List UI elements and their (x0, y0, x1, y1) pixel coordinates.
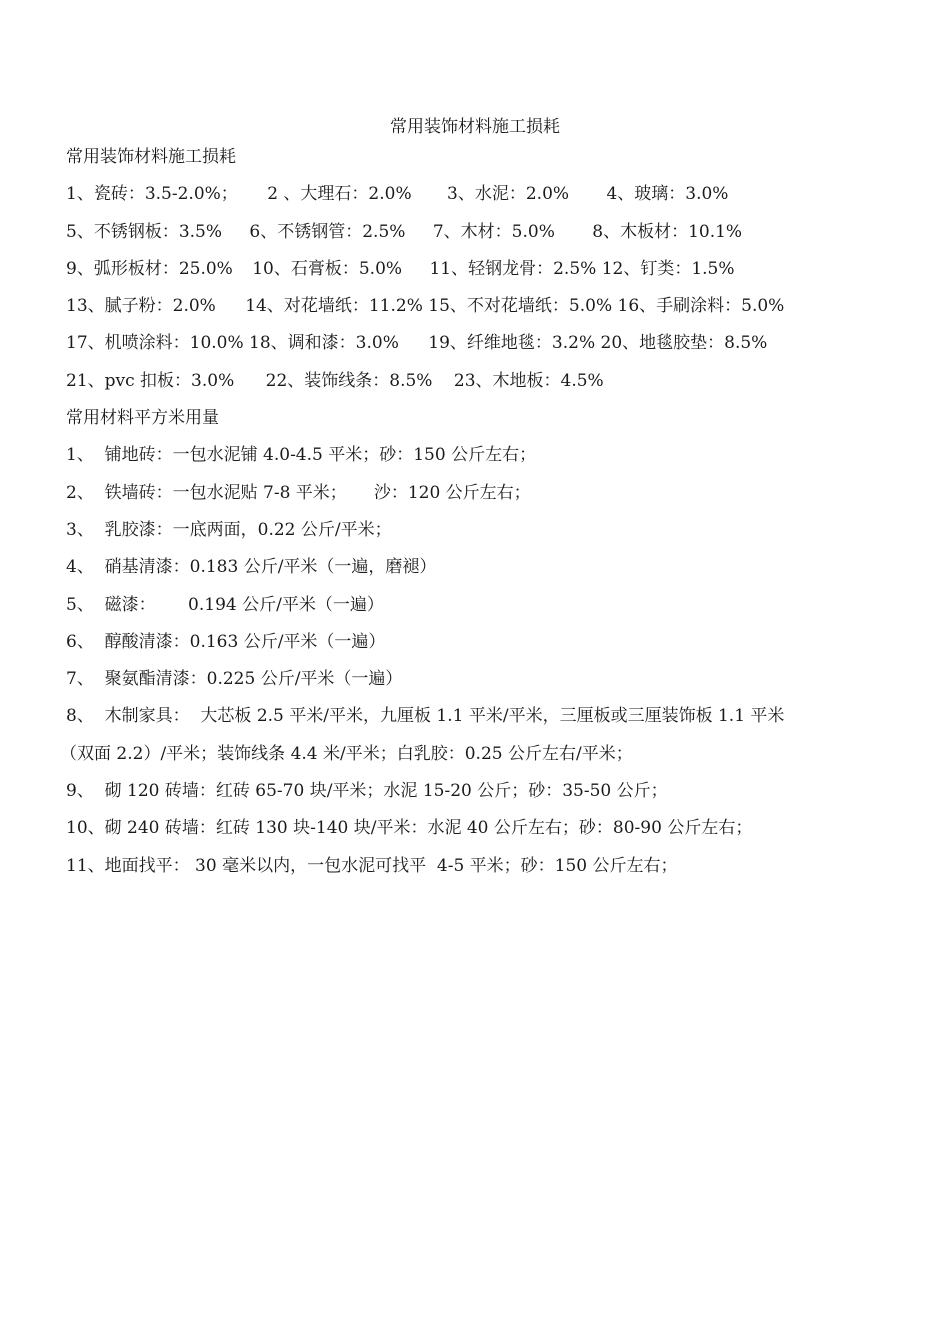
loss-item: 5、不锈钢板：3.5% (66, 221, 223, 242)
loss-item: 4、玻璃：3.0% (606, 184, 729, 205)
loss-row-5 (66, 331, 866, 355)
document-body (60, 145, 866, 891)
usage-item-9: 9、 砌 120 砖墙：红砖 65-70 块/平米；水泥 15-20 公斤；砂：35-50 公斤； (66, 781, 668, 802)
usage-item-7: 7、 聚氨酯清漆：0.225 公斤/平米（一遍） (66, 669, 403, 690)
loss-item: 7、木材：5.0% (432, 221, 555, 242)
section-heading-loss: 常用装饰材料施工损耗 (66, 147, 236, 167)
section-heading-usage: 常用材料平方米用量 (66, 408, 219, 429)
loss-item: 11、轻钢龙骨：2.5% 12、钉类：1.5% (429, 258, 735, 279)
usage-item-4: 4、 硝基清漆：0.183 公斤/平米（一遍，磨褪） (66, 557, 437, 578)
usage-item-11: 11、地面找平： 30 毫米以内，一包水泥可找平 4-5 平米；砂：150 公斤左右； (66, 855, 678, 876)
usage-item-10: 10、砌 240 砖墙：红砖 130 块-140 块/平米：水泥 40 公斤左右；砂：80-90 公斤左右； (66, 818, 753, 839)
loss-row-3 (66, 257, 866, 281)
loss-item: 3、水泥：2.0% (447, 184, 570, 205)
loss-item: 22、装饰线条：8.5% (265, 370, 433, 391)
document-title: 常用装饰材料施工损耗 (390, 117, 560, 137)
usage-item-8-continued: （双面 2.2）/平米；装饰线条 4.4 米/平米；白乳胶：0.25 公斤左右/平米； (60, 743, 633, 764)
loss-item: 10、石膏板：5.0% (252, 258, 403, 279)
loss-item: 13、腻子粉：2.0% (66, 296, 216, 317)
loss-row-2 (66, 220, 866, 244)
loss-item: 1、瓷砖：3.5-2.0%； (66, 184, 238, 205)
loss-item: 19、纤维地毯：3.2% 20、地毯胶垫：8.5% (428, 333, 768, 354)
usage-item-1: 1、 铺地砖：一包水泥铺 4.0-4.5 平米；砂：150 公斤左右； (66, 445, 537, 466)
usage-item-3: 3、 乳胶漆：一底两面，0.22 公斤/平米； (66, 519, 392, 540)
loss-row-1 (66, 182, 866, 206)
loss-item: 9、弧形板材：25.0% (66, 258, 233, 279)
loss-row-4 (66, 294, 866, 318)
loss-row-6 (66, 369, 866, 393)
loss-item: 17、机喷涂料：10.0% 18、调和漆：3.0% (66, 333, 399, 354)
loss-item: 21、pvc 扣板：3.0% (66, 370, 235, 391)
usage-item-8: 8、 木制家具： 大芯板 2.5 平米/平米，九厘板 1.1 平米/平米，三厘板或三厘装饰板 1.1 平米 (66, 706, 785, 727)
loss-item: 23、木地板：4.5% (453, 370, 604, 391)
usage-item-5: 5、 磁漆： 0.194 公斤/平米（一遍） (66, 594, 384, 615)
loss-item: 8、木板材：10.1% (592, 221, 743, 242)
usage-item-2: 2、 铁墙砖：一包水泥贴 7-8 平米； 沙：120 公斤左右； (66, 482, 531, 503)
loss-item: 14、对花墙纸：11.2% 15、不对花墙纸：5.0% 16、手刷涂料：5.0% (245, 296, 785, 317)
loss-item: 6、不锈钢管：2.5% (249, 221, 406, 242)
loss-item: 2 、大理石：2.0% (267, 184, 412, 205)
usage-item-6: 6、 醇酸清漆：0.163 公斤/平米（一遍） (66, 631, 386, 652)
